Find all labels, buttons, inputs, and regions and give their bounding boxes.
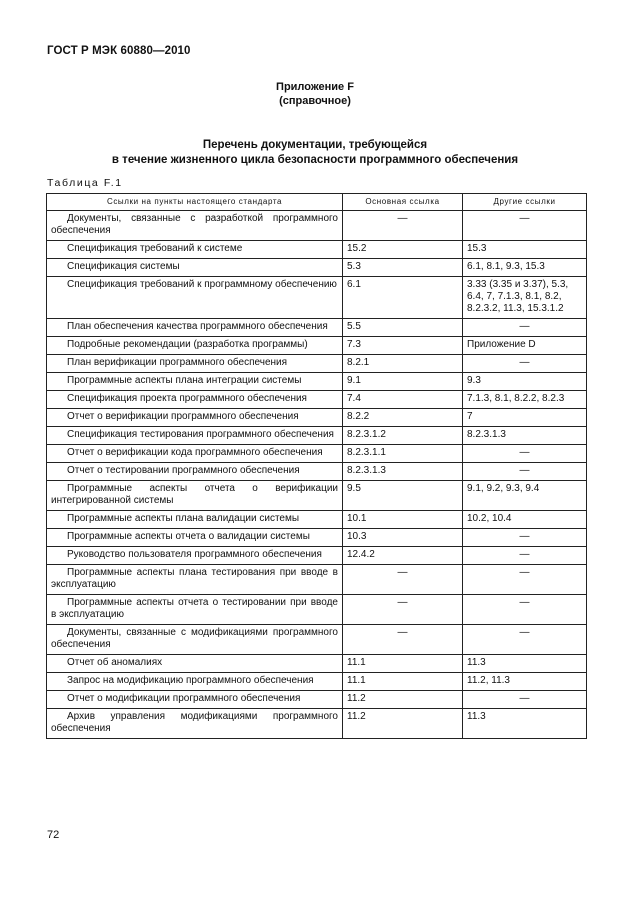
other-references-cell: 11.3 — [463, 709, 587, 739]
main-reference-cell: 12.4.2 — [343, 547, 463, 565]
main-reference-cell: — — [343, 595, 463, 625]
main-reference-cell: 8.2.3.1.2 — [343, 427, 463, 445]
page-number: 72 — [47, 829, 60, 841]
documentation-table — [46, 193, 587, 739]
other-references-cell: 9.1, 9.2, 9.3, 9.4 — [463, 481, 587, 511]
table-body — [47, 211, 587, 739]
table-row — [47, 691, 587, 709]
appendix-subtitle: (справочное) — [279, 95, 351, 107]
main-reference-cell: 5.5 — [343, 319, 463, 337]
appendix-title: Приложение F — [276, 81, 354, 93]
other-references-cell: — — [463, 355, 587, 373]
column-header-main-reference: Основная ссылка — [343, 194, 463, 211]
table-caption: Таблица F.1 — [47, 177, 123, 189]
table-row — [47, 655, 587, 673]
other-references-cell: — — [463, 445, 587, 463]
main-reference-cell: 10.3 — [343, 529, 463, 547]
document-name-cell: Руководство пользователя программного обеспечения — [47, 547, 343, 565]
document-name-cell: План обеспечения качества программного обеспечения — [47, 319, 343, 337]
other-references-cell: — — [463, 529, 587, 547]
document-name-cell: План верификации программного обеспечения — [47, 355, 343, 373]
main-reference-cell: 9.1 — [343, 373, 463, 391]
main-reference-cell: 7.4 — [343, 391, 463, 409]
table-row — [47, 409, 587, 427]
page-title-line-2: в течение жизненного цикла безопасности программного обеспечения — [111, 154, 519, 166]
column-header-other-references: Другие ссылки — [463, 194, 587, 211]
main-reference-cell: 8.2.2 — [343, 409, 463, 427]
document-name-cell: Спецификация проекта программного обеспечения — [47, 391, 343, 409]
other-references-cell: 8.2.3.1.3 — [463, 427, 587, 445]
other-references-cell: 9.3 — [463, 373, 587, 391]
other-references-cell: 7.1.3, 8.1, 8.2.2, 8.2.3 — [463, 391, 587, 409]
other-references-cell: — — [463, 595, 587, 625]
other-references-cell: — — [463, 547, 587, 565]
main-reference-cell: 11.1 — [343, 655, 463, 673]
document-name-cell: Отчет об аномалиях — [47, 655, 343, 673]
table-row — [47, 277, 587, 319]
document-name-cell: Документы, связанные с разработкой программного обеспечения — [47, 211, 343, 241]
table-row — [47, 337, 587, 355]
document-name-cell: Программные аспекты отчета о тестировании при вводе в эксплуатацию — [47, 595, 343, 625]
main-reference-cell: — — [343, 625, 463, 655]
other-references-cell: 3.33 (3.35 и 3.37), 5.3, 6.4, 7, 7.1.3, 8.1, 8.2, 8.2.3.2, 11.3, 15.3.1.2 — [463, 277, 587, 319]
other-references-cell: — — [463, 691, 587, 709]
other-references-cell: — — [463, 565, 587, 595]
other-references-cell: — — [463, 319, 587, 337]
document-name-cell: Запрос на модификацию программного обеспечения — [47, 673, 343, 691]
table-row — [47, 445, 587, 463]
table-row — [47, 547, 587, 565]
main-reference-cell: 11.1 — [343, 673, 463, 691]
main-reference-cell: 9.5 — [343, 481, 463, 511]
table-row — [47, 481, 587, 511]
main-reference-cell: 6.1 — [343, 277, 463, 319]
table-row — [47, 595, 587, 625]
table-row — [47, 709, 587, 739]
document-name-cell: Программные аспекты плана валидации системы — [47, 511, 343, 529]
main-reference-cell: 8.2.3.1.3 — [343, 463, 463, 481]
other-references-cell: 11.3 — [463, 655, 587, 673]
main-reference-cell: 11.2 — [343, 709, 463, 739]
document-name-cell: Программные аспекты плана интеграции системы — [47, 373, 343, 391]
document-name-cell: Спецификация требований к системе — [47, 241, 343, 259]
page-title-line-1: Перечень документации, требующейся — [202, 139, 428, 151]
main-reference-cell: 8.2.3.1.1 — [343, 445, 463, 463]
table-row — [47, 391, 587, 409]
other-references-cell: — — [463, 463, 587, 481]
other-references-cell: 15.3 — [463, 241, 587, 259]
other-references-cell: Приложение D — [463, 337, 587, 355]
column-header-references: Ссылки на пункты настоящего стандарта — [47, 194, 343, 211]
table-row — [47, 463, 587, 481]
main-reference-cell: 8.2.1 — [343, 355, 463, 373]
document-name-cell: Отчет о модификации программного обеспечения — [47, 691, 343, 709]
other-references-cell: 11.2, 11.3 — [463, 673, 587, 691]
other-references-cell: — — [463, 625, 587, 655]
main-reference-cell: — — [343, 211, 463, 241]
document-name-cell: Отчет о тестировании программного обеспечения — [47, 463, 343, 481]
document-name-cell: Спецификация тестирования программного обеспечения — [47, 427, 343, 445]
table-row — [47, 259, 587, 277]
document-name-cell: Программные аспекты плана тестирования при вводе в эксплуатацию — [47, 565, 343, 595]
document-name-cell: Отчет о верификации кода программного обеспечения — [47, 445, 343, 463]
main-reference-cell: 10.1 — [343, 511, 463, 529]
document-name-cell: Подробные рекомендации (разработка программы) — [47, 337, 343, 355]
table-row — [47, 355, 587, 373]
document-name-cell: Программные аспекты отчета о валидации системы — [47, 529, 343, 547]
table-header-row — [47, 194, 587, 211]
document-name-cell: Спецификация системы — [47, 259, 343, 277]
table-row — [47, 673, 587, 691]
table-row — [47, 241, 587, 259]
table-row — [47, 319, 587, 337]
other-references-cell: 7 — [463, 409, 587, 427]
other-references-cell: — — [463, 211, 587, 241]
main-reference-cell: 15.2 — [343, 241, 463, 259]
document-name-cell: Архив управления модификациями программного обеспечения — [47, 709, 343, 739]
other-references-cell: 10.2, 10.4 — [463, 511, 587, 529]
table-row — [47, 565, 587, 595]
document-name-cell: Программные аспекты отчета о верификации интегрированной системы — [47, 481, 343, 511]
table-row — [47, 211, 587, 241]
document-header: ГОСТ Р МЭК 60880—2010 — [47, 45, 191, 57]
document-name-cell: Отчет о верификации программного обеспечения — [47, 409, 343, 427]
main-reference-cell: 11.2 — [343, 691, 463, 709]
main-reference-cell: 5.3 — [343, 259, 463, 277]
main-reference-cell: 7.3 — [343, 337, 463, 355]
table-row — [47, 529, 587, 547]
other-references-cell: 6.1, 8.1, 9.3, 15.3 — [463, 259, 587, 277]
document-name-cell: Спецификация требований к программному обеспечению — [47, 277, 343, 319]
table-row — [47, 427, 587, 445]
main-reference-cell: — — [343, 565, 463, 595]
table-row — [47, 625, 587, 655]
table-row — [47, 373, 587, 391]
document-name-cell: Документы, связанные с модификациями программного обеспечения — [47, 625, 343, 655]
table-row — [47, 511, 587, 529]
